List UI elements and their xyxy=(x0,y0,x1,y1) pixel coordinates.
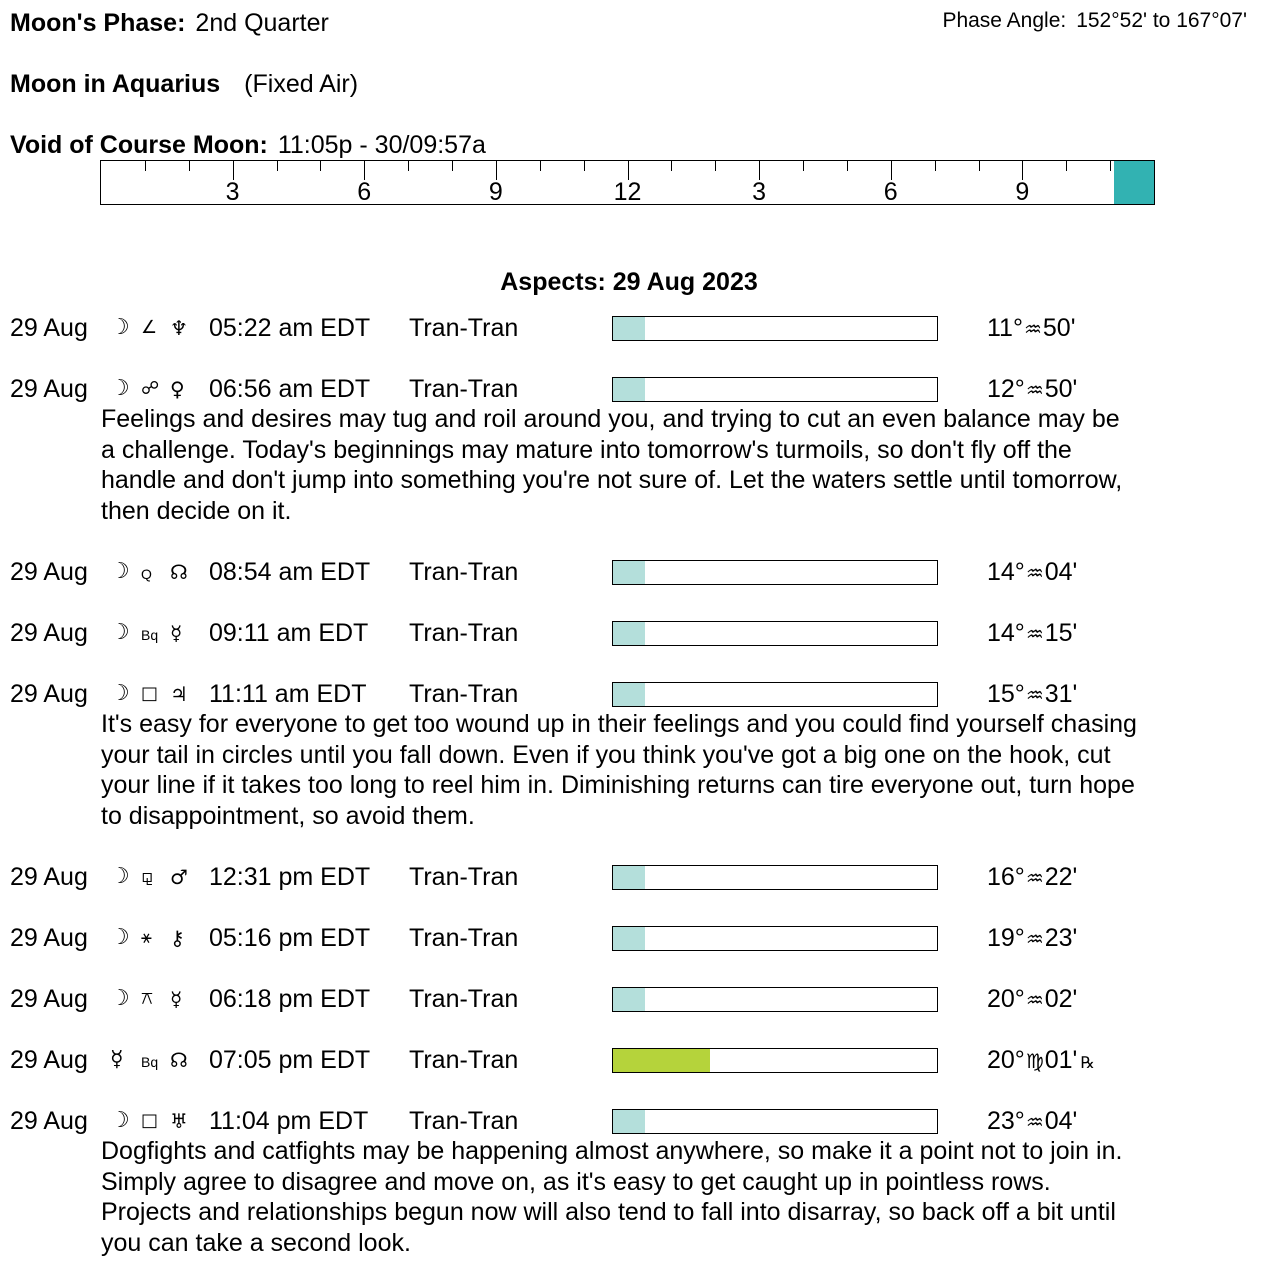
timeline-minor-tick xyxy=(715,161,716,171)
position-degree: 14° xyxy=(987,619,1025,647)
voc-label: Void of Course Moon: xyxy=(10,131,268,159)
aspect-time: 11:04 pm EDT xyxy=(209,1107,369,1135)
timeline-tick-label: 3 xyxy=(225,178,240,206)
aspect-strength-bar xyxy=(612,682,938,707)
timeline-minor-tick xyxy=(671,161,672,171)
timeline-tick-label: 3 xyxy=(752,178,767,206)
interpretation-line: Projects and relationships begun now will also tend to fall into disarray, so back off a bit until xyxy=(101,1198,1116,1226)
aspect-row xyxy=(0,374,1275,404)
quintile-icon: Q xyxy=(141,566,152,582)
timeline-tick-label: 6 xyxy=(357,178,372,206)
opposition-icon: ☍ xyxy=(141,378,160,399)
moon-sign-row xyxy=(10,69,358,99)
aspect-row xyxy=(0,313,1275,343)
aquarius-icon: ♒ xyxy=(1025,622,1044,646)
aspect-glyphs xyxy=(110,923,202,953)
north-node-icon: ☊ xyxy=(170,1048,188,1072)
position-degree: 12° xyxy=(987,375,1025,403)
north-node-icon: ☊ xyxy=(170,560,188,584)
position-minute: 02' xyxy=(1044,985,1078,1013)
uranus-icon: ♅ xyxy=(170,1109,188,1133)
interpretation-line: Feelings and desires may tug and roil around you, and trying to cut an even balance may be xyxy=(101,405,1120,433)
aquarius-icon: ♒ xyxy=(1025,988,1044,1012)
aspect-row xyxy=(0,1045,1275,1075)
square-icon: □ xyxy=(141,1110,159,1131)
timeline-minor-tick xyxy=(584,161,585,171)
phase-angle-value: 152°52' to 167°07' xyxy=(1076,9,1247,32)
neptune-icon: ♆ xyxy=(170,316,188,340)
aspect-glyphs xyxy=(110,1045,202,1075)
aspect-glyphs xyxy=(110,1106,202,1136)
timeline-tick-label: 9 xyxy=(1015,178,1030,206)
aspect-type: Tran-Tran xyxy=(409,863,519,891)
interpretation-line: your tail in circles until you fall down. Even if you think you've got a big one on the hook, cut xyxy=(101,740,1111,769)
aspect-strength-fill xyxy=(613,866,645,889)
aspect-strength-fill xyxy=(613,378,645,401)
interpretation-line: your line if it takes too long to reel him in. Diminishing returns can tire everyone out, turn hope xyxy=(101,771,1135,799)
aspect-strength-fill xyxy=(613,1110,645,1133)
aspect-row xyxy=(0,557,1275,587)
aspect-type: Tran-Tran xyxy=(409,1107,519,1135)
aspect-date: 29 Aug xyxy=(10,924,88,952)
aspect-time: 06:18 pm EDT xyxy=(209,985,371,1013)
aspect-time: 05:16 pm EDT xyxy=(209,924,371,952)
aspect-interpretation xyxy=(101,709,1251,831)
moon-icon: ☽ xyxy=(110,925,130,950)
aspect-strength-bar xyxy=(612,1048,938,1073)
aspect-row xyxy=(0,618,1275,648)
aspect-strength-fill xyxy=(613,561,645,584)
aspect-glyphs xyxy=(110,679,202,709)
aquarius-icon: ♒ xyxy=(1025,866,1044,890)
position-minute: 23' xyxy=(1044,924,1078,952)
aquarius-icon: ♒ xyxy=(1025,683,1044,707)
timeline-tick-label: 6 xyxy=(883,178,898,206)
aquarius-icon: ♒ xyxy=(1025,561,1044,585)
aspect-position xyxy=(987,679,1077,710)
timeline-minor-tick xyxy=(408,161,409,171)
position-degree: 16° xyxy=(987,863,1025,891)
position-degree: 20° xyxy=(987,985,1025,1013)
aspect-glyphs xyxy=(110,618,202,648)
quincunx-icon: ⚻ xyxy=(141,988,153,1009)
aspect-position xyxy=(987,1045,1095,1078)
aspect-type: Tran-Tran xyxy=(409,558,519,586)
timeline-minor-tick xyxy=(320,161,321,171)
interpretation-line: Simply agree to disagree and move on, as it's easy to get caught up in pointless rows. xyxy=(101,1167,1051,1196)
aspect-strength-bar xyxy=(612,560,938,585)
aspects-heading: Aspects: 29 Aug 2023 xyxy=(500,268,758,296)
voc-value: 11:05p - 30/09:57a xyxy=(277,131,486,159)
aspect-date: 29 Aug xyxy=(10,375,88,403)
aspect-strength-fill xyxy=(613,622,645,645)
moon-sign-label: Moon in Aquarius xyxy=(10,70,221,98)
aspect-position xyxy=(987,923,1077,954)
semisquare-icon: ∠ xyxy=(141,317,158,338)
position-degree: 15° xyxy=(987,680,1025,708)
aquarius-icon: ♒ xyxy=(1025,1110,1044,1134)
timeline-minor-tick xyxy=(145,161,146,171)
aspect-glyphs xyxy=(110,984,202,1014)
aspect-type: Tran-Tran xyxy=(409,375,519,403)
timeline-tick-label: 9 xyxy=(488,178,503,206)
aspect-time: 07:05 pm EDT xyxy=(209,1046,371,1074)
aspect-row xyxy=(0,923,1275,953)
timeline-minor-tick xyxy=(847,161,848,171)
timeline-tick-label: 12 xyxy=(613,178,642,206)
position-minute: 31' xyxy=(1044,680,1078,708)
mars-icon: ♂ xyxy=(170,865,188,889)
aspect-date: 29 Aug xyxy=(10,558,88,586)
jupiter-icon: ♃ xyxy=(170,682,188,706)
aspect-row xyxy=(0,679,1275,709)
aspect-time: 06:56 am EDT xyxy=(209,375,371,403)
interpretation-line: then decide on it. xyxy=(101,496,292,525)
aspect-row xyxy=(0,984,1275,1014)
aspect-position xyxy=(987,984,1077,1015)
aspect-date: 29 Aug xyxy=(10,863,88,891)
position-degree: 20° xyxy=(987,1046,1025,1074)
position-degree: 19° xyxy=(987,924,1025,952)
moon-icon: ☽ xyxy=(110,559,130,584)
position-degree: 23° xyxy=(987,1107,1025,1135)
interpretation-line: a challenge. Today's beginnings may mature into tomorrow's turmoils, so don't fly off the xyxy=(101,435,1072,464)
chiron-icon: ⚷ xyxy=(170,926,185,950)
aquarius-icon: ♒ xyxy=(1023,317,1042,341)
aspect-type: Tran-Tran xyxy=(409,680,519,708)
aspect-position xyxy=(987,374,1077,405)
timeline-minor-tick xyxy=(979,161,980,171)
aspect-glyphs xyxy=(110,557,202,587)
timeline-minor-tick xyxy=(277,161,278,171)
timeline-minor-tick xyxy=(452,161,453,171)
phase-angle-row xyxy=(942,8,1247,34)
mercury-icon: ☿ xyxy=(170,987,183,1011)
aspect-date: 29 Aug xyxy=(10,314,88,342)
void-of-course-row xyxy=(10,130,486,160)
aspect-date: 29 Aug xyxy=(10,985,88,1013)
voc-period-block xyxy=(1114,161,1154,204)
aspect-date: 29 Aug xyxy=(10,680,88,708)
aspect-strength-bar xyxy=(612,621,938,646)
position-degree: 11° xyxy=(987,314,1023,342)
aspect-position xyxy=(987,313,1075,344)
aspect-strength-bar xyxy=(612,987,938,1012)
aspect-type: Tran-Tran xyxy=(409,314,519,342)
moon-icon: ☽ xyxy=(110,620,130,645)
aspect-interpretation xyxy=(101,1136,1251,1258)
aspect-time: 12:31 pm EDT xyxy=(209,863,371,891)
biquintile-icon: Bq xyxy=(141,627,159,643)
moon-phase-value: 2nd Quarter xyxy=(195,9,329,37)
position-degree: 14° xyxy=(987,558,1025,586)
timeline-minor-tick xyxy=(1066,161,1067,171)
aspect-time: 09:11 am EDT xyxy=(209,619,369,647)
aspect-type: Tran-Tran xyxy=(409,985,519,1013)
position-minute: 22' xyxy=(1044,863,1078,891)
moon-icon: ☽ xyxy=(110,681,130,706)
aspect-strength-bar xyxy=(612,316,938,341)
position-minute: 15' xyxy=(1044,619,1078,647)
moon-icon: ☽ xyxy=(110,315,130,340)
sextile-icon: ⚹ xyxy=(141,927,152,948)
retrograde-icon: ℞ xyxy=(1080,1053,1095,1072)
position-minute: 50' xyxy=(1044,375,1078,403)
timeline-minor-tick xyxy=(189,161,190,171)
moon-phase-label: Moon's Phase: xyxy=(10,9,186,37)
aspect-type: Tran-Tran xyxy=(409,619,519,647)
aspect-row xyxy=(0,1106,1275,1136)
interpretation-line: you can take a second look. xyxy=(101,1228,411,1257)
aspect-time: 08:54 am EDT xyxy=(209,558,371,586)
square-icon: □ xyxy=(141,683,159,704)
aspect-position xyxy=(987,862,1077,893)
aspect-strength-fill xyxy=(613,1049,710,1072)
moon-phase-row xyxy=(10,8,329,38)
interpretation-line: Dogfights and catfights may be happening almost anywhere, so make it a point not to join in. xyxy=(101,1137,1123,1165)
position-minute: 04' xyxy=(1044,558,1078,586)
void-of-course-timeline xyxy=(100,160,1155,205)
aspect-interpretation xyxy=(101,404,1251,526)
mercury-icon: ☿ xyxy=(170,621,183,645)
position-minute: 50' xyxy=(1042,314,1076,342)
aquarius-icon: ♒ xyxy=(1025,378,1044,402)
position-minute: 04' xyxy=(1044,1107,1078,1135)
aspect-date: 29 Aug xyxy=(10,1107,88,1135)
aspect-strength-bar xyxy=(612,926,938,951)
moon-sign-quality: (Fixed Air) xyxy=(244,70,359,98)
moon-icon: ☽ xyxy=(110,376,130,401)
aspect-glyphs xyxy=(110,374,202,404)
aspect-position xyxy=(987,1106,1077,1137)
timeline-minor-tick xyxy=(540,161,541,171)
moon-icon: ☽ xyxy=(110,1108,130,1133)
interpretation-line: handle and don't jump into something you're not sure of. Let the waters settle until tomorrow, xyxy=(101,466,1123,494)
timeline-minor-tick xyxy=(1110,161,1111,171)
aspect-strength-fill xyxy=(613,683,645,706)
biquintile-icon: Bq xyxy=(141,1054,159,1070)
virgo-icon: ♍ xyxy=(1025,1049,1044,1073)
aspect-strength-bar xyxy=(612,1109,938,1134)
aspect-strength-bar xyxy=(612,377,938,402)
aspect-type: Tran-Tran xyxy=(409,1046,519,1074)
aspect-strength-fill xyxy=(613,927,645,950)
aspect-position xyxy=(987,618,1077,649)
interpretation-line: It's easy for everyone to get too wound up in their feelings and you could find yourself chasing xyxy=(101,710,1137,738)
sesquiquadrate-icon: ⚼ xyxy=(141,866,154,887)
aspect-strength-bar xyxy=(612,865,938,890)
aquarius-icon: ♒ xyxy=(1025,927,1044,951)
aspect-strength-fill xyxy=(613,317,645,340)
aspect-glyphs xyxy=(110,862,202,892)
moon-icon: ☽ xyxy=(110,986,130,1011)
aspect-time: 05:22 am EDT xyxy=(209,314,371,342)
position-minute: 01' xyxy=(1044,1046,1078,1074)
interpretation-line: to disappointment, so avoid them. xyxy=(101,801,475,830)
timeline-minor-tick xyxy=(803,161,804,171)
timeline-minor-tick xyxy=(935,161,936,171)
venus-icon: ♀ xyxy=(170,377,185,401)
aspect-glyphs xyxy=(110,313,202,343)
aspect-time: 11:11 am EDT xyxy=(209,680,367,708)
aspect-position xyxy=(987,557,1077,588)
moon-icon: ☽ xyxy=(110,864,130,889)
aspect-date: 29 Aug xyxy=(10,619,88,647)
mercury-icon: ☿ xyxy=(110,1047,124,1072)
aspect-strength-fill xyxy=(613,988,645,1011)
aspect-row xyxy=(0,862,1275,892)
aspect-date: 29 Aug xyxy=(10,1046,88,1074)
phase-angle-label: Phase Angle: xyxy=(942,9,1067,32)
aspect-type: Tran-Tran xyxy=(409,924,519,952)
